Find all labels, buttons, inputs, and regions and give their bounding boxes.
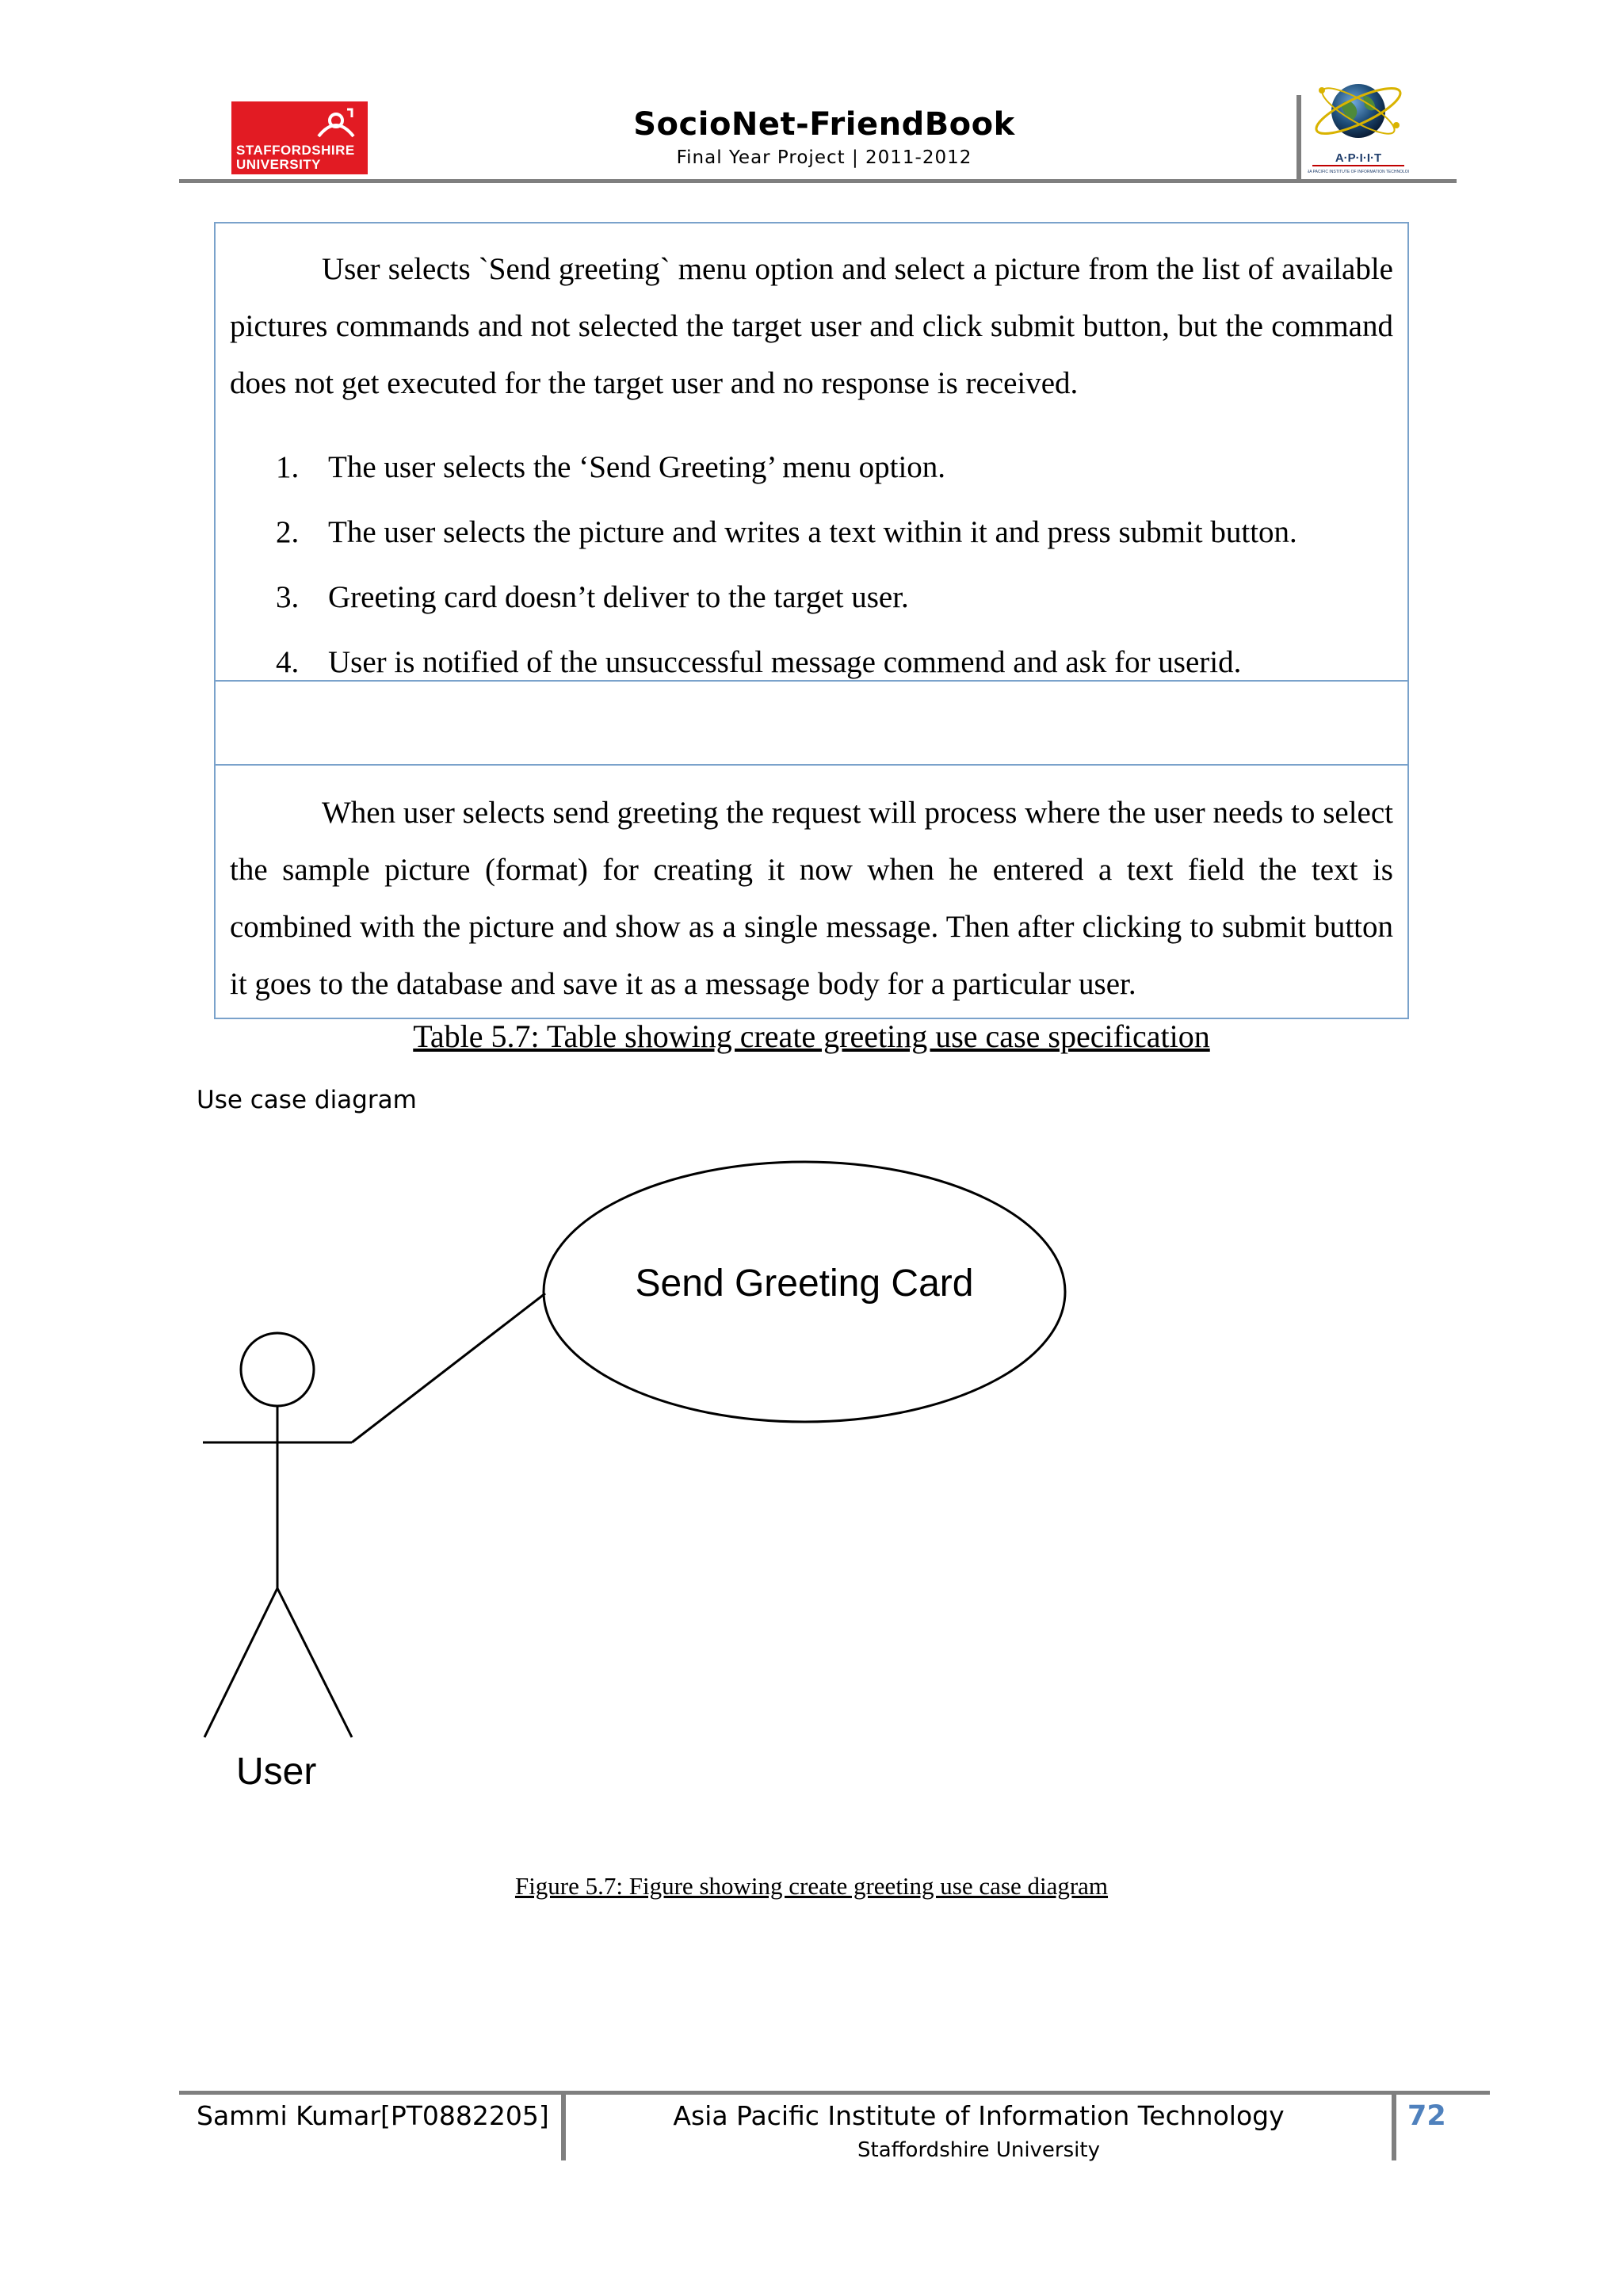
footer-institute: Asia Pacific Institute of Information Technology bbox=[673, 2100, 1285, 2131]
step-number: 3. bbox=[276, 580, 300, 614]
footer-author: Sammi Kumar[PT0882205] bbox=[197, 2100, 549, 2131]
description-text: When user selects send greeting the request will process where the user needs to select the sample picture (format) for creating it now when he entered a text field the text is combined with the picture and show as a single message. Then after clicking to submit button it goes to the database and save it as a message body for a particular user. bbox=[230, 796, 1393, 1001]
step-text: The user selects the picture and writes a text within it and press submit button. bbox=[328, 515, 1297, 549]
use-case-label: Send Greeting Card bbox=[635, 1263, 974, 1305]
section-label: Use case diagram bbox=[197, 1086, 417, 1114]
footer-rule bbox=[179, 2091, 1490, 2095]
step-number: 1. bbox=[276, 450, 300, 484]
apiit-logo bbox=[1308, 73, 1409, 181]
step-text: User is notified of the unsuccessful message commend and ask for userid. bbox=[328, 645, 1242, 679]
use-case-diagram bbox=[0, 1141, 1623, 1823]
actor-left-leg bbox=[204, 1588, 277, 1737]
actor-right-leg bbox=[277, 1588, 352, 1737]
figure-caption: Figure 5.7: Figure showing create greeting use case diagram bbox=[514, 1872, 1109, 1900]
apiit-logo-text: A·P·I·I·T bbox=[1335, 151, 1382, 165]
list-item bbox=[276, 634, 1297, 699]
apiit-logo-subtext: ASIA PACIFIC INSTITUTE OF INFORMATION TECHNOLOGY bbox=[1308, 170, 1409, 174]
header-rule bbox=[179, 179, 1457, 183]
header-divider bbox=[1296, 95, 1301, 182]
list-item bbox=[276, 439, 1297, 504]
staffordshire-university-logo bbox=[231, 101, 368, 174]
diagram-canvas bbox=[0, 1141, 1623, 1823]
document-subtitle: Final Year Project | 2011-2012 bbox=[676, 147, 972, 168]
page-number: 72 bbox=[1407, 2100, 1446, 2132]
table-caption: Table 5.7: Table showing create greeting use case specification bbox=[413, 1018, 1210, 1054]
logo-text-line1: STAFFORDSHIRE bbox=[236, 143, 355, 158]
footer-university: Staffordshire University bbox=[857, 2138, 1100, 2162]
stafford-knot-icon bbox=[312, 106, 360, 141]
logo-text-line2: UNIVERSITY bbox=[236, 157, 322, 172]
document-title: SocioNet-FriendBook bbox=[633, 106, 1015, 143]
description-paragraph bbox=[230, 785, 1393, 1013]
alternate-flow-paragraph bbox=[230, 241, 1393, 412]
footer-divider bbox=[1392, 2092, 1396, 2160]
step-number: 4. bbox=[276, 645, 300, 679]
step-number: 2. bbox=[276, 515, 300, 549]
step-text: The user selects the ‘Send Greeting’ menu option. bbox=[328, 450, 946, 484]
alternate-flow-text: User selects `Send greeting` menu option and select a picture from the list of available pictures commands and not selected the target user and click submit button, but the command does not get executed for the target user and no response is received. bbox=[230, 252, 1393, 400]
steps-list bbox=[276, 439, 1297, 699]
globe-icon bbox=[1308, 73, 1409, 181]
table-row-divider bbox=[214, 764, 1409, 766]
actor-head bbox=[241, 1333, 314, 1406]
association-line bbox=[352, 1293, 545, 1442]
actor-label: User bbox=[236, 1751, 317, 1793]
list-item bbox=[276, 504, 1297, 569]
list-item bbox=[276, 569, 1297, 634]
step-text: Greeting card doesn’t deliver to the target user. bbox=[328, 580, 909, 614]
